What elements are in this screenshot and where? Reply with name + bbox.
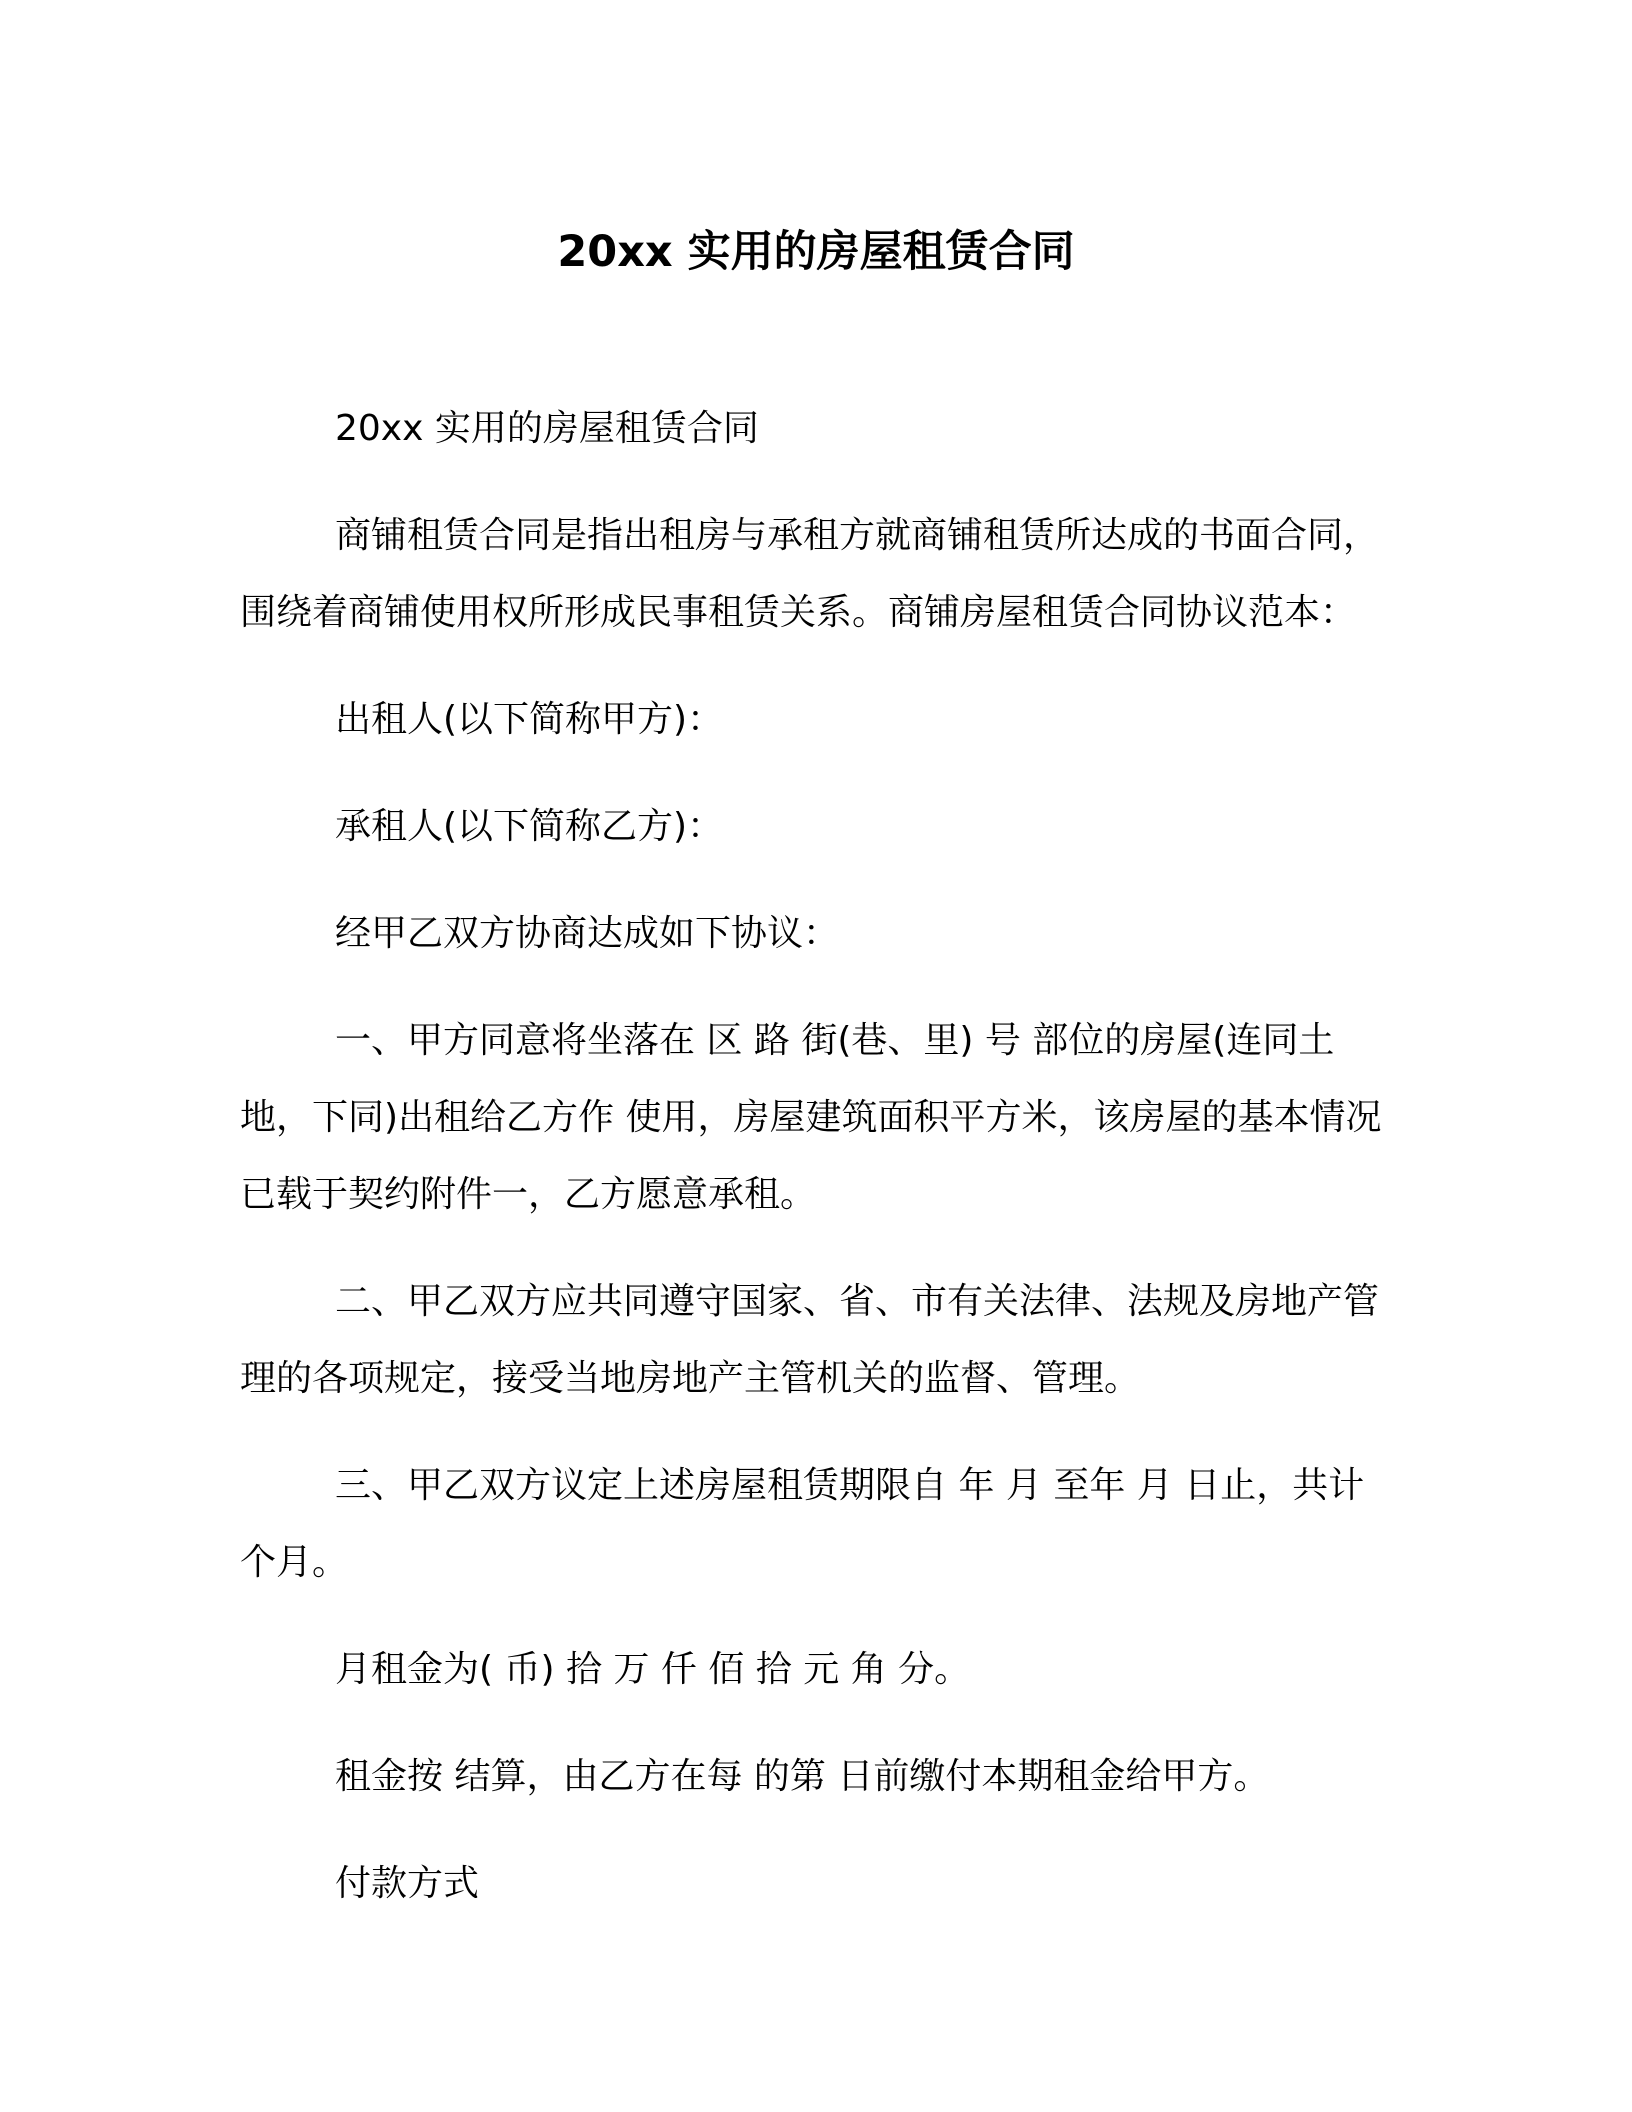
paragraph-clause-1: 一、甲方同意将坐落在 区 路 街(巷、里) 号 部位的房屋(连同土地，下同)出租给乙方作 使用，房屋建筑面积平方米，该房屋的基本情况已载于契约附件一，乙方愿意承租。 bbox=[240, 1020, 1382, 1215]
paragraph-agreement: 经甲乙双方协商达成如下协议： bbox=[335, 913, 840, 954]
paragraph-lessor: 出租人(以下简称甲方)： bbox=[335, 699, 724, 740]
paragraph-subtitle: 20xx 实用的房屋租赁合同 bbox=[335, 408, 759, 449]
paragraph-rent-settlement: 租金按 结算，由乙方在每 的第 日前缴付本期租金给甲方。 bbox=[335, 1756, 1270, 1797]
paragraph-intro: 商铺租赁合同是指出租房与承租方就商铺租赁所达成的书面合同，围绕着商铺使用权所形成民事租赁关系。商铺房屋租赁合同协议范本： bbox=[240, 515, 1380, 633]
document-title: 20xx 实用的房屋租赁合同 bbox=[557, 227, 1075, 277]
paragraph-lessee: 承租人(以下简称乙方)： bbox=[335, 806, 724, 847]
paragraph-monthly-rent: 月租金为( 币) 拾 万 仟 佰 拾 元 角 分。 bbox=[335, 1649, 971, 1690]
paragraph-payment-method: 付款方式 bbox=[335, 1863, 480, 1904]
paragraph-clause-2: 二、甲乙双方应共同遵守国家、省、市有关法律、法规及房地产管理的各项规定，接受当地房地产主管机关的监督、管理。 bbox=[240, 1281, 1380, 1399]
document-body bbox=[240, 390, 1400, 1952]
paragraph-clause-3: 三、甲乙双方议定上述房屋租赁期限自 年 月 至年 月 日止，共计 个月。 bbox=[240, 1465, 1365, 1583]
